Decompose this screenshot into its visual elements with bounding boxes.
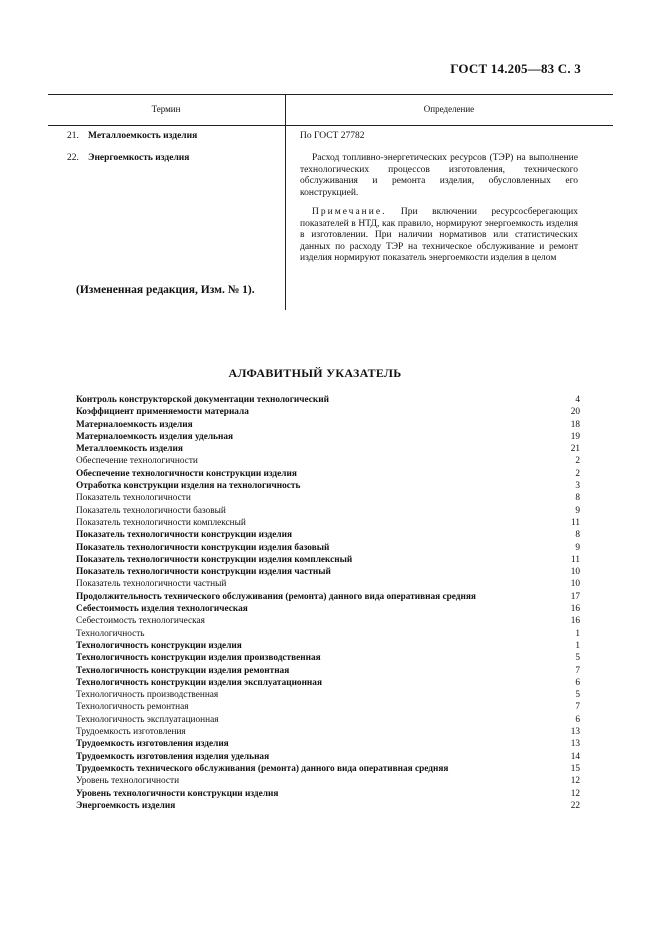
note-text: При включении ресурсосберегающих показателей в НТД, как правило, нормируют энергоемкость изделия в изготовлении. При наличии нормативов или статистических данных по расходу ТЭР на техническое обслуживание и ремонт изделия нормируют показатель энергоемкости изделия в целом — [300, 207, 578, 263]
index-entry-term: Металлоемкость изделия — [76, 444, 183, 455]
definition-column-header: Определение — [423, 104, 475, 114]
index-entry-term: Трудоемкость технического обслуживания (ремонта) данного вида оперативная средняя — [76, 763, 449, 774]
index-entry-term: Трудоемкость изготовления — [76, 727, 186, 738]
index-entry-page: 2 — [575, 468, 580, 479]
index-entry-term: Обеспечение технологичности — [76, 456, 198, 467]
index-entry-term: Показатель технологичности конструкции изделия базовый — [76, 542, 330, 553]
index-entry-term: Продолжительность технического обслуживания (ремонта) данного вида оперативная средняя — [76, 591, 476, 602]
index-entry-term: Отработка конструкции изделия на технологичность — [76, 481, 301, 492]
index-entry — [76, 505, 580, 517]
index-title: АЛФАВИТНЫЙ УКАЗАТЕЛЬ — [228, 366, 402, 380]
index-entry-page: 16 — [570, 616, 580, 627]
index-entry-page: 5 — [575, 690, 580, 701]
index-entry-term: Технологичность конструкции изделия производственная — [76, 653, 321, 664]
index-entry-page: 22 — [570, 800, 580, 811]
index-entry-page: 1 — [575, 628, 580, 639]
index-entry-page: 9 — [575, 542, 580, 553]
index-entry — [76, 763, 580, 775]
index-entry — [76, 652, 580, 664]
index-entry — [76, 431, 580, 443]
index-entry — [76, 714, 580, 726]
index-entry-term: Трудоемкость изготовления изделия удельная — [76, 751, 270, 762]
index-entry-page: 12 — [570, 788, 580, 799]
index-entry — [76, 480, 580, 492]
index-entry — [76, 578, 580, 590]
index-entry — [76, 406, 580, 418]
index-entry — [76, 775, 580, 787]
index-entry-page: 11 — [571, 554, 580, 565]
note-label: Примечание. — [312, 207, 387, 217]
index-entry-page: 5 — [575, 653, 580, 664]
index-entry — [76, 554, 580, 566]
index-entry-term: Технологичность ремонтная — [76, 702, 189, 713]
index-entry-term: Показатель технологичности конструкции изделия комплексный — [76, 554, 353, 565]
term-column-header: Термин — [151, 104, 181, 114]
index-entry — [76, 615, 580, 627]
index-entry-term: Технологичность производственная — [76, 690, 219, 701]
index-entry — [76, 738, 580, 750]
definition-paragraph: По ГОСТ 27782 — [300, 131, 365, 141]
index-entry-page: 7 — [575, 665, 580, 676]
index-entry — [76, 788, 580, 800]
index-entry-page: 2 — [575, 456, 580, 467]
index-entry-term: Технологичность эксплуатационная — [76, 714, 219, 725]
index-entry-term: Показатель технологичности конструкции изделия частный — [76, 567, 331, 578]
index-entry-term: Трудоемкость изготовления изделия — [76, 739, 229, 750]
definition-paragraph: Расход топливно-энергетических ресурсов (ТЭР) на выполнение технологических процессов изготовления, технического обслуживания и ремонта изделия, обусловленных его конструкцией. — [300, 153, 578, 198]
index-entry-term: Показатель технологичности комплексный — [76, 517, 246, 528]
index-entry — [76, 542, 580, 554]
index-entry-term: Технологичность конструкции изделия — [76, 640, 242, 651]
amendment-note: (Измененная редакция, Изм. № 1). — [76, 284, 255, 296]
term-definition — [300, 131, 578, 151]
index-entry — [76, 751, 580, 763]
index-entry-term: Технологичность — [76, 628, 145, 639]
definition-note — [300, 207, 578, 265]
index-entry-page: 15 — [570, 763, 580, 774]
index-entry-page: 20 — [570, 407, 580, 418]
index-entry-page: 7 — [575, 702, 580, 713]
term-number: 22. — [67, 153, 79, 163]
column-divider — [285, 95, 286, 310]
index-entry-page: 13 — [570, 727, 580, 738]
index-entry — [76, 566, 580, 578]
index-entry-page: 18 — [570, 419, 580, 430]
index-entry-page: 6 — [575, 714, 580, 725]
index-entry-term: Себестоимость технологическая — [76, 616, 205, 627]
index-entry — [76, 419, 580, 431]
terms-table — [48, 94, 613, 263]
index-entry — [76, 665, 580, 677]
index-entry-page: 4 — [575, 395, 580, 405]
index-entry-page: 10 — [570, 579, 580, 590]
index-entry-term: Материалоемкость изделия удельная — [76, 431, 234, 442]
term-definition — [300, 153, 578, 273]
index-entry-page: 21 — [570, 444, 580, 455]
table-header — [48, 94, 613, 126]
index-entry-term: Контроль конструкторской документации технологический — [76, 395, 329, 405]
index-entry-page: 8 — [575, 493, 580, 504]
index-entry-page: 14 — [570, 751, 580, 762]
index-entry-term: Показатель технологичности — [76, 493, 191, 504]
index-entry — [76, 517, 580, 529]
index-entry-term: Материалоемкость изделия — [76, 419, 193, 430]
index-entry-page: 8 — [575, 530, 580, 541]
index-entry-term: Технологичность конструкции изделия эксплуатационная — [76, 677, 322, 688]
index-entry — [76, 628, 580, 640]
index-entry — [76, 468, 580, 480]
index-entry-page: 1 — [575, 640, 580, 651]
index-entry-term: Уровень технологичности — [76, 776, 180, 787]
index-entry-term: Уровень технологичности конструкции изделия — [76, 788, 279, 799]
index-entry-page: 12 — [570, 776, 580, 787]
index-entry — [76, 640, 580, 652]
term-name: Энергоемкость изделия — [88, 153, 190, 163]
index-entry-page: 9 — [575, 505, 580, 516]
index-entry — [76, 455, 580, 467]
index-entry-page: 19 — [570, 431, 580, 442]
term-name: Металлоемкость изделия — [88, 131, 198, 141]
page-header: ГОСТ 14.205—83 С. 3 — [450, 61, 581, 76]
index-entry — [76, 443, 580, 455]
index-entry — [76, 591, 580, 603]
index-entry — [76, 492, 580, 504]
index-entry — [76, 689, 580, 701]
index-entry-page: 6 — [575, 677, 580, 688]
index-entry-page: 16 — [570, 604, 580, 615]
term-number: 21. — [67, 131, 79, 141]
index-entry-term: Показатель технологичности базовый — [76, 505, 226, 516]
index-entry-term: Показатель технологичности частный — [76, 579, 227, 590]
index-entry-page: 3 — [575, 481, 580, 492]
index-entry-page: 11 — [571, 517, 580, 528]
index-entry — [76, 701, 580, 713]
index-entry-term: Энергоемкость изделия — [76, 800, 176, 811]
index-entry — [76, 603, 580, 615]
index-entry-page: 10 — [570, 567, 580, 578]
index-entry — [76, 529, 580, 541]
index-entry-page: 17 — [570, 591, 580, 602]
index-entry-term: Себестоимость изделия технологическая — [76, 604, 248, 615]
index-entry-term: Показатель технологичности конструкции изделия — [76, 530, 292, 541]
index-entry — [76, 726, 580, 738]
index-entry — [76, 677, 580, 689]
index-entry-term: Обеспечение технологичности конструкции изделия — [76, 468, 297, 479]
index-entry-term: Коэффициент применяемости материала — [76, 407, 249, 418]
index-entry-term: Технологичность конструкции изделия ремонтная — [76, 665, 290, 676]
index-entry — [76, 394, 580, 406]
index-entry-page: 13 — [570, 739, 580, 750]
alphabetical-index — [76, 394, 580, 812]
index-entry — [76, 800, 580, 812]
